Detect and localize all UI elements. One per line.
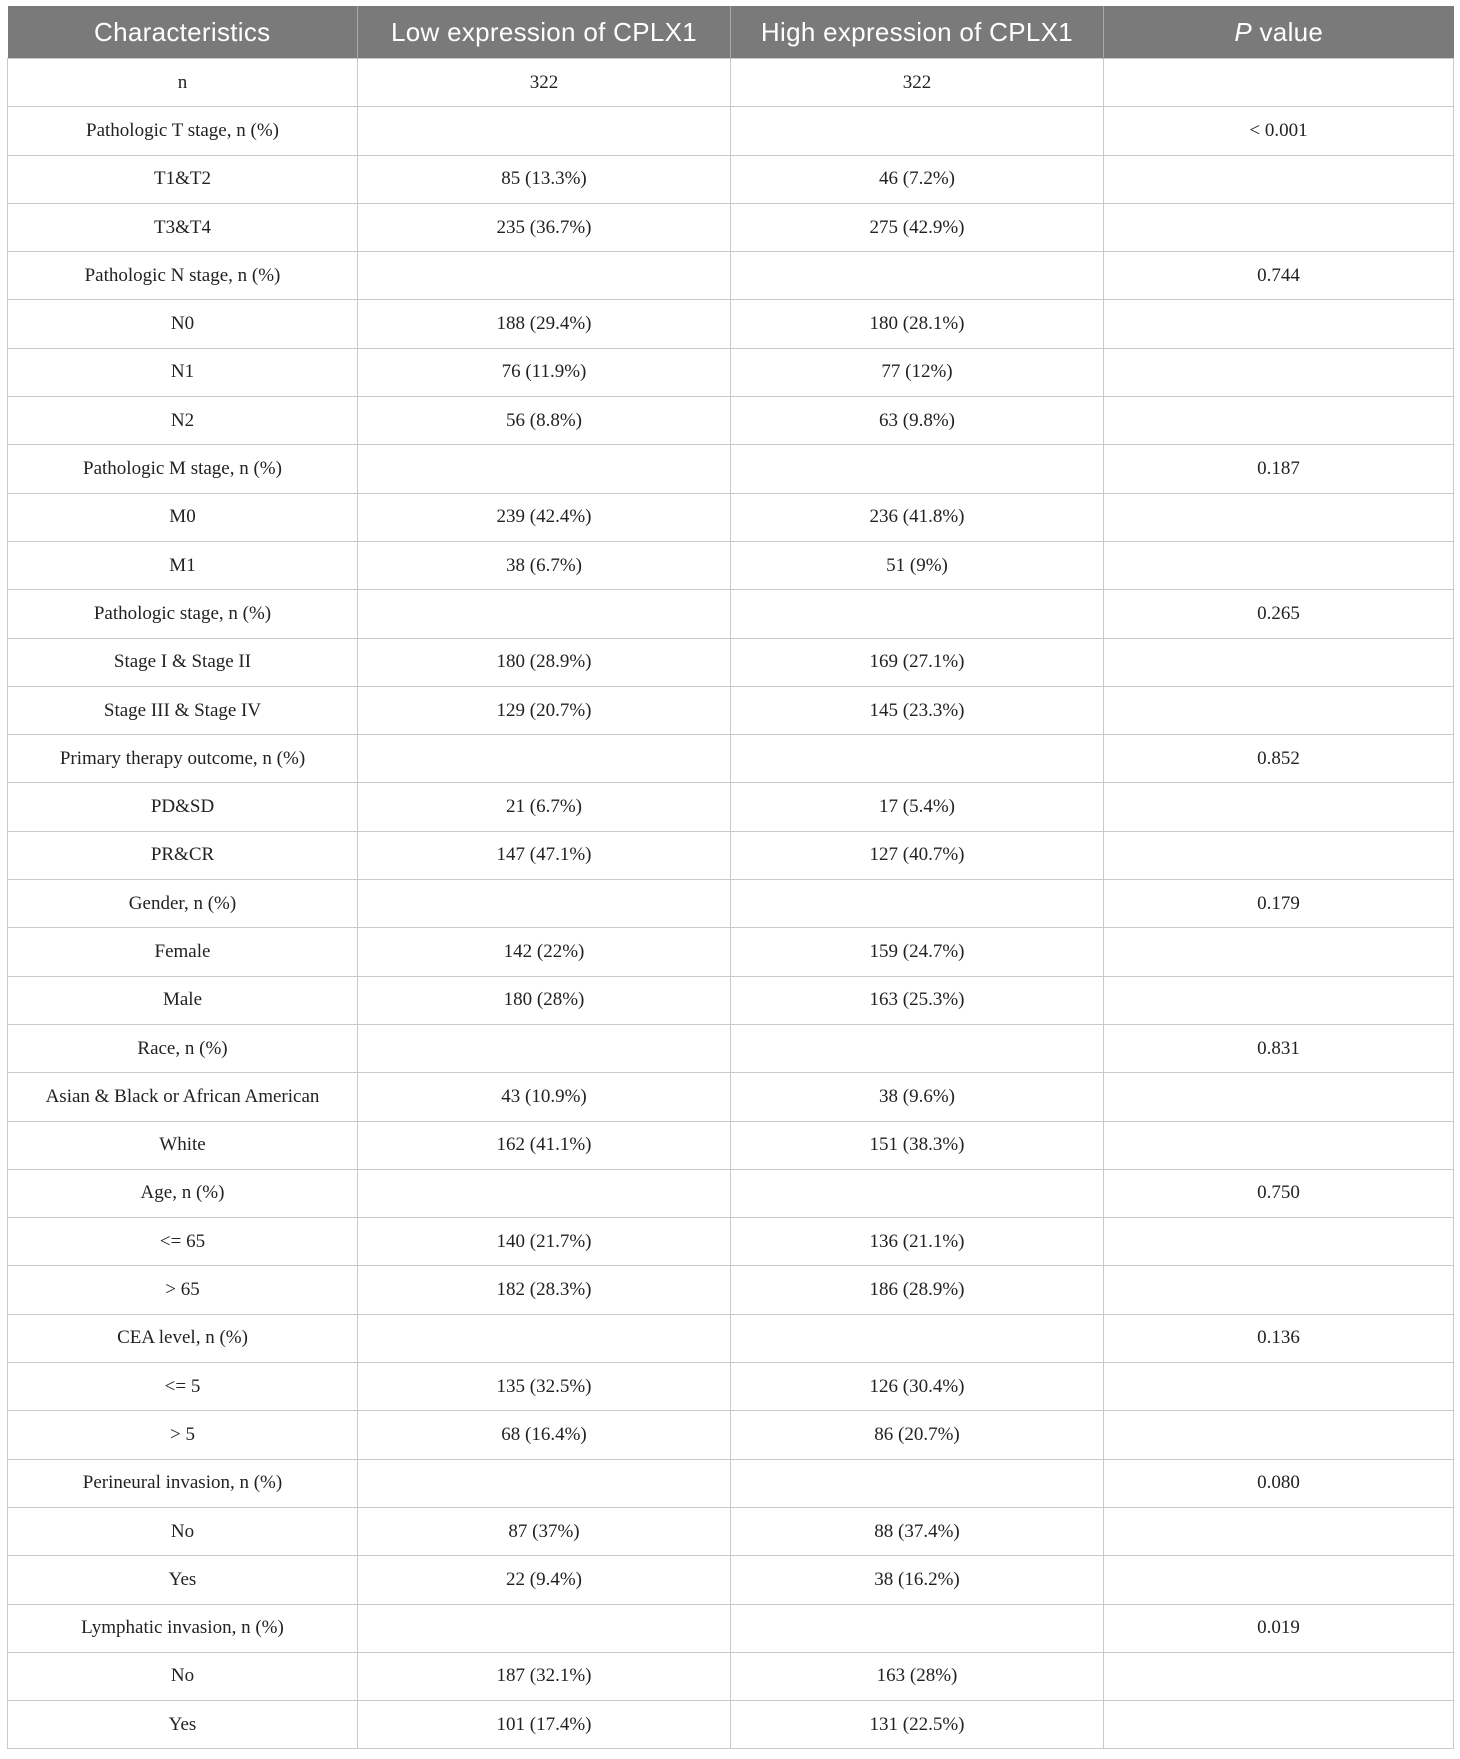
cell-high-expression: 169 (27.1%) bbox=[731, 638, 1104, 686]
cell-p-value: 0.750 bbox=[1104, 1169, 1454, 1217]
cell-p-value: 0.019 bbox=[1104, 1604, 1454, 1652]
cell-low-expression: 235 (36.7%) bbox=[358, 203, 731, 251]
cell-low-expression: 188 (29.4%) bbox=[358, 300, 731, 348]
cell-high-expression: 163 (25.3%) bbox=[731, 976, 1104, 1024]
cell-low-expression bbox=[358, 1024, 731, 1072]
cell-characteristic: Gender, n (%) bbox=[8, 880, 358, 928]
cell-p-value bbox=[1104, 638, 1454, 686]
cell-p-value bbox=[1104, 831, 1454, 879]
cell-low-expression: 182 (28.3%) bbox=[358, 1266, 731, 1314]
cell-low-expression: 142 (22%) bbox=[358, 928, 731, 976]
cell-characteristic: T1&T2 bbox=[8, 155, 358, 203]
table-row bbox=[8, 1652, 1454, 1700]
cell-low-expression: 140 (21.7%) bbox=[358, 1218, 731, 1266]
cell-high-expression bbox=[731, 252, 1104, 300]
header-p-rest: value bbox=[1251, 16, 1324, 47]
cell-high-expression: 38 (9.6%) bbox=[731, 1073, 1104, 1121]
table-row bbox=[8, 1411, 1454, 1459]
header-characteristics: Characteristics bbox=[8, 6, 358, 59]
table-row bbox=[8, 928, 1454, 976]
table-row bbox=[8, 735, 1454, 783]
cell-low-expression bbox=[358, 1459, 731, 1507]
cell-characteristic: Perineural invasion, n (%) bbox=[8, 1459, 358, 1507]
table-row bbox=[8, 300, 1454, 348]
cell-low-expression: 187 (32.1%) bbox=[358, 1652, 731, 1700]
cell-high-expression bbox=[731, 1024, 1104, 1072]
cell-high-expression bbox=[731, 880, 1104, 928]
cell-p-value bbox=[1104, 976, 1454, 1024]
cell-p-value: 0.831 bbox=[1104, 1024, 1454, 1072]
table-row bbox=[8, 1266, 1454, 1314]
cell-low-expression bbox=[358, 445, 731, 493]
cell-p-value bbox=[1104, 493, 1454, 541]
cell-characteristic: Stage III & Stage IV bbox=[8, 686, 358, 734]
cell-p-value bbox=[1104, 1266, 1454, 1314]
characteristics-table bbox=[7, 6, 1454, 1749]
cell-low-expression: 322 bbox=[358, 59, 731, 107]
table-row bbox=[8, 638, 1454, 686]
cell-characteristic: > 5 bbox=[8, 1411, 358, 1459]
table-row bbox=[8, 107, 1454, 155]
table-row bbox=[8, 1121, 1454, 1169]
cell-p-value bbox=[1104, 686, 1454, 734]
table-header bbox=[8, 6, 1454, 59]
cell-p-value bbox=[1104, 1652, 1454, 1700]
cell-p-value bbox=[1104, 397, 1454, 445]
table-row bbox=[8, 541, 1454, 589]
cell-high-expression: 275 (42.9%) bbox=[731, 203, 1104, 251]
cell-p-value bbox=[1104, 1121, 1454, 1169]
cell-characteristic: No bbox=[8, 1507, 358, 1555]
cell-low-expression: 68 (16.4%) bbox=[358, 1411, 731, 1459]
cell-characteristic: <= 65 bbox=[8, 1218, 358, 1266]
cell-p-value bbox=[1104, 1701, 1454, 1749]
cell-characteristic: Yes bbox=[8, 1556, 358, 1604]
cell-high-expression: 131 (22.5%) bbox=[731, 1701, 1104, 1749]
cell-high-expression: 159 (24.7%) bbox=[731, 928, 1104, 976]
table-row bbox=[8, 686, 1454, 734]
cell-characteristic: No bbox=[8, 1652, 358, 1700]
cell-high-expression: 322 bbox=[731, 59, 1104, 107]
cell-characteristic: Stage I & Stage II bbox=[8, 638, 358, 686]
cell-high-expression: 186 (28.9%) bbox=[731, 1266, 1104, 1314]
cell-high-expression: 127 (40.7%) bbox=[731, 831, 1104, 879]
cell-characteristic: > 65 bbox=[8, 1266, 358, 1314]
cell-high-expression bbox=[731, 590, 1104, 638]
cell-p-value bbox=[1104, 1556, 1454, 1604]
cell-characteristic: Age, n (%) bbox=[8, 1169, 358, 1217]
table-row bbox=[8, 203, 1454, 251]
cell-high-expression: 145 (23.3%) bbox=[731, 686, 1104, 734]
cell-high-expression bbox=[731, 107, 1104, 155]
header-row bbox=[8, 6, 1454, 59]
cell-p-value bbox=[1104, 155, 1454, 203]
cell-high-expression bbox=[731, 1169, 1104, 1217]
table-row bbox=[8, 1363, 1454, 1411]
header-p-italic: P bbox=[1234, 16, 1252, 47]
cell-high-expression: 151 (38.3%) bbox=[731, 1121, 1104, 1169]
table-row bbox=[8, 1507, 1454, 1555]
table-row bbox=[8, 59, 1454, 107]
cell-low-expression bbox=[358, 252, 731, 300]
table-row bbox=[8, 493, 1454, 541]
cell-high-expression bbox=[731, 1459, 1104, 1507]
cell-high-expression: 126 (30.4%) bbox=[731, 1363, 1104, 1411]
cell-low-expression: 180 (28.9%) bbox=[358, 638, 731, 686]
cell-p-value: 0.265 bbox=[1104, 590, 1454, 638]
cell-p-value bbox=[1104, 1218, 1454, 1266]
cell-high-expression: 38 (16.2%) bbox=[731, 1556, 1104, 1604]
cell-low-expression: 22 (9.4%) bbox=[358, 1556, 731, 1604]
cell-characteristic: Primary therapy outcome, n (%) bbox=[8, 735, 358, 783]
cell-p-value: 0.136 bbox=[1104, 1314, 1454, 1362]
cell-low-expression: 162 (41.1%) bbox=[358, 1121, 731, 1169]
table-row bbox=[8, 1314, 1454, 1362]
cell-low-expression: 76 (11.9%) bbox=[358, 348, 731, 396]
table-row bbox=[8, 1604, 1454, 1652]
cell-characteristic: Male bbox=[8, 976, 358, 1024]
cell-characteristic: <= 5 bbox=[8, 1363, 358, 1411]
cell-low-expression: 21 (6.7%) bbox=[358, 783, 731, 831]
table-row bbox=[8, 1024, 1454, 1072]
cell-high-expression: 180 (28.1%) bbox=[731, 300, 1104, 348]
table-row bbox=[8, 590, 1454, 638]
cell-high-expression bbox=[731, 735, 1104, 783]
table-row bbox=[8, 445, 1454, 493]
cell-characteristic: N0 bbox=[8, 300, 358, 348]
cell-high-expression bbox=[731, 445, 1104, 493]
table-row bbox=[8, 1556, 1454, 1604]
cell-characteristic: T3&T4 bbox=[8, 203, 358, 251]
cell-p-value: 0.187 bbox=[1104, 445, 1454, 493]
cell-p-value bbox=[1104, 348, 1454, 396]
table-row bbox=[8, 1459, 1454, 1507]
table-row bbox=[8, 348, 1454, 396]
cell-characteristic: Pathologic stage, n (%) bbox=[8, 590, 358, 638]
cell-p-value bbox=[1104, 59, 1454, 107]
cell-p-value: < 0.001 bbox=[1104, 107, 1454, 155]
cell-characteristic: M0 bbox=[8, 493, 358, 541]
cell-low-expression bbox=[358, 1604, 731, 1652]
header-low-expression: Low expression of CPLX1 bbox=[358, 6, 731, 59]
cell-high-expression bbox=[731, 1604, 1104, 1652]
cell-characteristic: Lymphatic invasion, n (%) bbox=[8, 1604, 358, 1652]
cell-characteristic: PR&CR bbox=[8, 831, 358, 879]
cell-low-expression: 87 (37%) bbox=[358, 1507, 731, 1555]
cell-p-value bbox=[1104, 203, 1454, 251]
cell-characteristic: Asian & Black or African American bbox=[8, 1073, 358, 1121]
cell-characteristic: N1 bbox=[8, 348, 358, 396]
characteristics-table-container bbox=[7, 6, 1453, 1749]
cell-p-value bbox=[1104, 541, 1454, 589]
cell-low-expression: 43 (10.9%) bbox=[358, 1073, 731, 1121]
table-row bbox=[8, 783, 1454, 831]
cell-high-expression: 136 (21.1%) bbox=[731, 1218, 1104, 1266]
cell-high-expression bbox=[731, 1314, 1104, 1362]
cell-characteristic: Female bbox=[8, 928, 358, 976]
cell-p-value bbox=[1104, 783, 1454, 831]
cell-characteristic: n bbox=[8, 59, 358, 107]
cell-low-expression: 180 (28%) bbox=[358, 976, 731, 1024]
table-row bbox=[8, 252, 1454, 300]
cell-low-expression: 56 (8.8%) bbox=[358, 397, 731, 445]
cell-characteristic: White bbox=[8, 1121, 358, 1169]
table-row bbox=[8, 976, 1454, 1024]
cell-high-expression: 63 (9.8%) bbox=[731, 397, 1104, 445]
cell-p-value bbox=[1104, 1073, 1454, 1121]
cell-low-expression bbox=[358, 107, 731, 155]
table-body bbox=[8, 59, 1454, 1749]
cell-low-expression: 129 (20.7%) bbox=[358, 686, 731, 734]
cell-high-expression: 77 (12%) bbox=[731, 348, 1104, 396]
cell-high-expression: 236 (41.8%) bbox=[731, 493, 1104, 541]
cell-high-expression: 46 (7.2%) bbox=[731, 155, 1104, 203]
cell-high-expression: 17 (5.4%) bbox=[731, 783, 1104, 831]
cell-low-expression: 38 (6.7%) bbox=[358, 541, 731, 589]
table-row bbox=[8, 155, 1454, 203]
cell-p-value: 0.852 bbox=[1104, 735, 1454, 783]
cell-characteristic: N2 bbox=[8, 397, 358, 445]
cell-characteristic: Pathologic N stage, n (%) bbox=[8, 252, 358, 300]
cell-p-value bbox=[1104, 928, 1454, 976]
header-p-value bbox=[1104, 6, 1454, 59]
cell-low-expression: 239 (42.4%) bbox=[358, 493, 731, 541]
cell-low-expression bbox=[358, 590, 731, 638]
cell-low-expression: 147 (47.1%) bbox=[358, 831, 731, 879]
cell-p-value bbox=[1104, 1411, 1454, 1459]
cell-characteristic: CEA level, n (%) bbox=[8, 1314, 358, 1362]
table-row bbox=[8, 1073, 1454, 1121]
cell-low-expression: 101 (17.4%) bbox=[358, 1701, 731, 1749]
cell-low-expression bbox=[358, 1169, 731, 1217]
cell-characteristic: M1 bbox=[8, 541, 358, 589]
cell-low-expression bbox=[358, 880, 731, 928]
table-row bbox=[8, 1218, 1454, 1266]
cell-high-expression: 51 (9%) bbox=[731, 541, 1104, 589]
cell-low-expression bbox=[358, 1314, 731, 1362]
cell-low-expression: 85 (13.3%) bbox=[358, 155, 731, 203]
cell-characteristic: PD&SD bbox=[8, 783, 358, 831]
table-row bbox=[8, 880, 1454, 928]
header-high-expression: High expression of CPLX1 bbox=[731, 6, 1104, 59]
cell-p-value: 0.080 bbox=[1104, 1459, 1454, 1507]
cell-p-value: 0.744 bbox=[1104, 252, 1454, 300]
table-row bbox=[8, 397, 1454, 445]
table-row bbox=[8, 831, 1454, 879]
cell-low-expression: 135 (32.5%) bbox=[358, 1363, 731, 1411]
table-row bbox=[8, 1701, 1454, 1749]
cell-p-value bbox=[1104, 1363, 1454, 1411]
cell-characteristic: Pathologic T stage, n (%) bbox=[8, 107, 358, 155]
table-row bbox=[8, 1169, 1454, 1217]
cell-high-expression: 163 (28%) bbox=[731, 1652, 1104, 1700]
cell-characteristic: Yes bbox=[8, 1701, 358, 1749]
cell-p-value bbox=[1104, 300, 1454, 348]
cell-characteristic: Race, n (%) bbox=[8, 1024, 358, 1072]
cell-p-value: 0.179 bbox=[1104, 880, 1454, 928]
cell-high-expression: 88 (37.4%) bbox=[731, 1507, 1104, 1555]
cell-characteristic: Pathologic M stage, n (%) bbox=[8, 445, 358, 493]
cell-high-expression: 86 (20.7%) bbox=[731, 1411, 1104, 1459]
cell-low-expression bbox=[358, 735, 731, 783]
cell-p-value bbox=[1104, 1507, 1454, 1555]
